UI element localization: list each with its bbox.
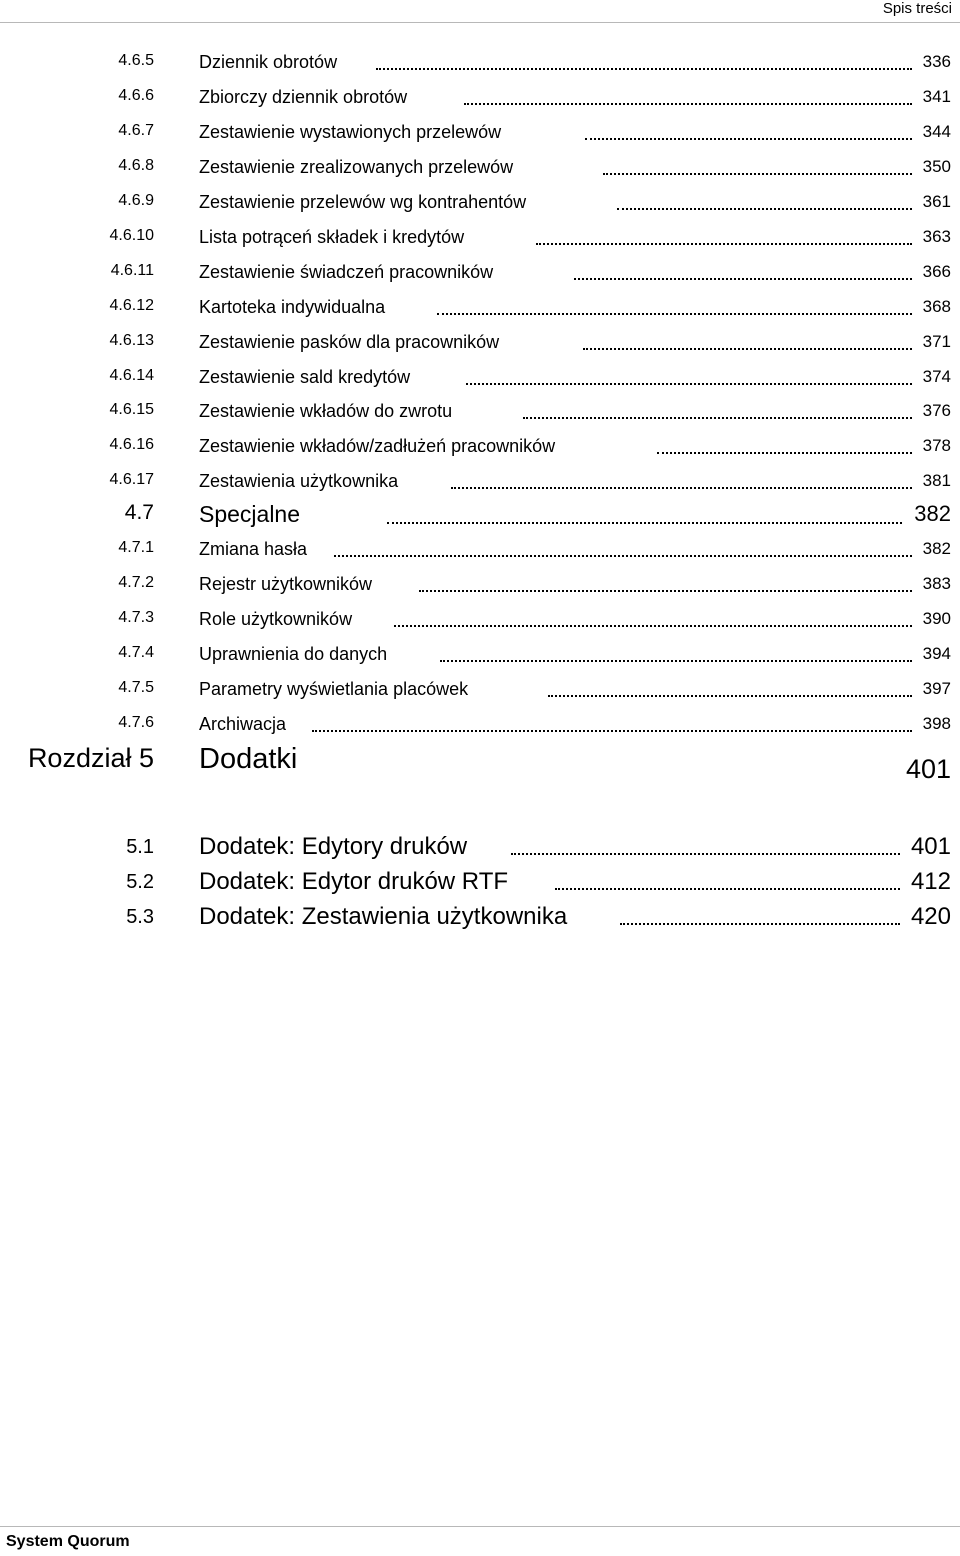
toc-entry-page: 382 <box>914 501 951 526</box>
toc-entry-number: 4.7.2 <box>118 574 154 591</box>
toc-entry[interactable] <box>0 539 960 573</box>
toc-entry[interactable] <box>0 192 960 226</box>
toc-entry-number: 4.6.6 <box>118 87 154 104</box>
toc-entry-number: 4.7.6 <box>118 714 154 731</box>
toc-entry-number: 4.6.9 <box>118 192 154 209</box>
toc-entry-title: Zestawienie sald kredytów <box>199 367 411 387</box>
toc-entry-page: 412 <box>910 868 951 895</box>
toc-entry-number: 5.1 <box>126 836 154 858</box>
toc-entry-title: Rejestr użytkowników <box>199 574 373 594</box>
toc-entry-number: 4.6.14 <box>109 367 154 384</box>
toc-entry-title: Role użytkowników <box>199 609 353 629</box>
toc-entry[interactable] <box>0 868 960 902</box>
toc-entry-number: 4.7.4 <box>118 644 154 661</box>
page-header <box>0 0 960 23</box>
toc-entry-page: 378 <box>922 436 951 455</box>
toc-leader <box>511 853 900 855</box>
toc-leader <box>657 452 912 454</box>
toc-entry-title: Dodatek: Zestawienia użytkownika <box>199 903 568 930</box>
toc-entry[interactable] <box>0 52 960 86</box>
toc-entry-page: 371 <box>922 332 951 351</box>
toc-entry-number: 4.6.17 <box>109 471 154 488</box>
toc-entry-number: 5.3 <box>126 906 154 928</box>
toc-entry-number: 4.7.1 <box>118 539 154 556</box>
toc-leader <box>574 278 912 280</box>
toc-entry-number: 4.7.3 <box>118 609 154 626</box>
toc-entry[interactable] <box>0 87 960 121</box>
toc-entry-number: 4.7 <box>124 501 154 524</box>
toc-entry-page: 383 <box>922 574 951 593</box>
toc-leader <box>464 103 912 105</box>
toc-entry-page: 361 <box>922 192 951 211</box>
toc-entry[interactable] <box>0 436 960 470</box>
toc-leader <box>387 522 902 524</box>
toc-leader <box>555 888 900 890</box>
toc-leader <box>312 730 912 732</box>
toc-entry-page: 390 <box>922 609 951 628</box>
toc-entry-title: Dodatek: Edytor druków RTF <box>199 868 509 895</box>
toc-entry-title: Archiwacja <box>199 714 287 734</box>
toc-entry-title: Zestawienie przelewów wg kontrahentów <box>199 192 527 212</box>
toc-entry[interactable] <box>0 297 960 331</box>
toc-entry-title: Zestawienie wystawionych przelewów <box>199 122 502 142</box>
toc-entry-title: Zestawienie wkładów/zadłużeń pracowników <box>199 436 556 456</box>
toc-entry-page: 397 <box>922 679 951 698</box>
toc-leader <box>585 138 912 140</box>
toc-entry[interactable] <box>0 122 960 156</box>
toc-entry-page: 344 <box>922 122 951 141</box>
toc-entry-page: 420 <box>910 903 951 930</box>
toc-leader <box>536 243 912 245</box>
toc-entry-page: 398 <box>922 714 951 733</box>
toc-entry[interactable] <box>0 574 960 608</box>
toc-leader <box>376 68 912 70</box>
toc-entry-page: 401 <box>905 754 951 784</box>
toc-entry[interactable] <box>0 401 960 435</box>
toc-entry-title: Uprawnienia do danych <box>199 644 388 664</box>
toc-entry-page: 336 <box>922 52 951 71</box>
toc-leader <box>451 487 912 489</box>
toc-entry[interactable] <box>0 833 960 867</box>
toc-entry-page: 382 <box>922 539 951 558</box>
toc-chapter-number: Rozdział 5 <box>27 743 154 773</box>
toc-entry[interactable] <box>0 903 960 937</box>
toc-entry[interactable] <box>0 332 960 366</box>
toc-leader <box>419 590 912 592</box>
page-footer <box>0 1526 960 1556</box>
toc-leader <box>437 313 912 315</box>
toc-entry-title: Lista potrąceń składek i kredytów <box>199 227 465 247</box>
toc-entry[interactable] <box>0 262 960 296</box>
toc-entry-page: 363 <box>922 227 951 246</box>
toc-entry-section[interactable] <box>0 501 960 535</box>
toc-entry-title: Dziennik obrotów <box>199 52 338 72</box>
toc-entry-number: 4.6.8 <box>118 157 154 174</box>
header-title: Spis treści <box>882 0 952 17</box>
toc-leader <box>620 923 900 925</box>
toc-entry-chapter[interactable] <box>0 743 960 787</box>
toc-leader <box>523 417 912 419</box>
toc-entry-title: Zestawienie pasków dla pracowników <box>199 332 500 352</box>
toc-leader <box>466 383 912 385</box>
toc-entry-page: 366 <box>922 262 951 281</box>
toc-entry[interactable] <box>0 367 960 401</box>
toc-entry-number: 4.6.15 <box>109 401 154 418</box>
toc-entry-title: Zestawienie wkładów do zwrotu <box>199 401 453 421</box>
toc-entry-number: 4.7.5 <box>118 679 154 696</box>
toc-entry-number: 4.6.5 <box>118 52 154 69</box>
toc-entry-number: 4.6.7 <box>118 122 154 139</box>
toc-entry[interactable] <box>0 157 960 191</box>
toc-entry-title: Kartoteka indywidualna <box>199 297 386 317</box>
toc-entry-title: Zestawienia użytkownika <box>199 471 399 491</box>
toc-chapter-title: Dodatki <box>199 743 298 775</box>
toc-entry[interactable] <box>0 227 960 261</box>
toc-entry-number: 5.2 <box>126 871 154 893</box>
toc-entry-page: 341 <box>922 87 951 106</box>
toc-entry[interactable] <box>0 609 960 643</box>
toc-leader <box>334 555 912 557</box>
toc-entry-page: 374 <box>922 367 951 386</box>
toc-entry-page: 401 <box>910 833 951 860</box>
toc-entry-title: Parametry wyświetlania placówek <box>199 679 469 699</box>
toc-entry-title: Dodatek: Edytory druków <box>199 833 468 860</box>
toc-entry-number: 4.6.11 <box>110 262 154 279</box>
toc-leader <box>617 208 912 210</box>
toc-entry-title: Zestawienie zrealizowanych przelewów <box>199 157 514 177</box>
toc-entry-title: Zmiana hasła <box>199 539 308 559</box>
toc-leader <box>394 625 912 627</box>
toc-entry-page: 381 <box>922 471 951 490</box>
toc-entry-page: 368 <box>922 297 951 316</box>
toc-entry-page: 376 <box>922 401 951 420</box>
toc-entry-title: Specjalne <box>199 501 301 527</box>
toc-entry-title: Zestawienie świadczeń pracowników <box>199 262 494 282</box>
toc-leader <box>548 695 912 697</box>
toc-entry-number: 4.6.13 <box>109 332 154 349</box>
toc-entry[interactable] <box>0 679 960 713</box>
toc-leader <box>440 660 912 662</box>
toc-entry[interactable] <box>0 471 960 505</box>
toc-entry-number: 4.6.16 <box>109 436 154 453</box>
toc-entry-number: 4.6.10 <box>109 227 154 244</box>
footer-product-name: System Quorum <box>6 1533 130 1550</box>
toc-entry-title: Zbiorczy dziennik obrotów <box>199 87 408 107</box>
toc-entry-page: 394 <box>922 644 951 663</box>
toc-entry-page: 350 <box>922 157 951 176</box>
toc-leader <box>603 173 912 175</box>
toc-entry[interactable] <box>0 644 960 678</box>
toc-entry-number: 4.6.12 <box>109 297 154 314</box>
toc-leader <box>583 348 912 350</box>
